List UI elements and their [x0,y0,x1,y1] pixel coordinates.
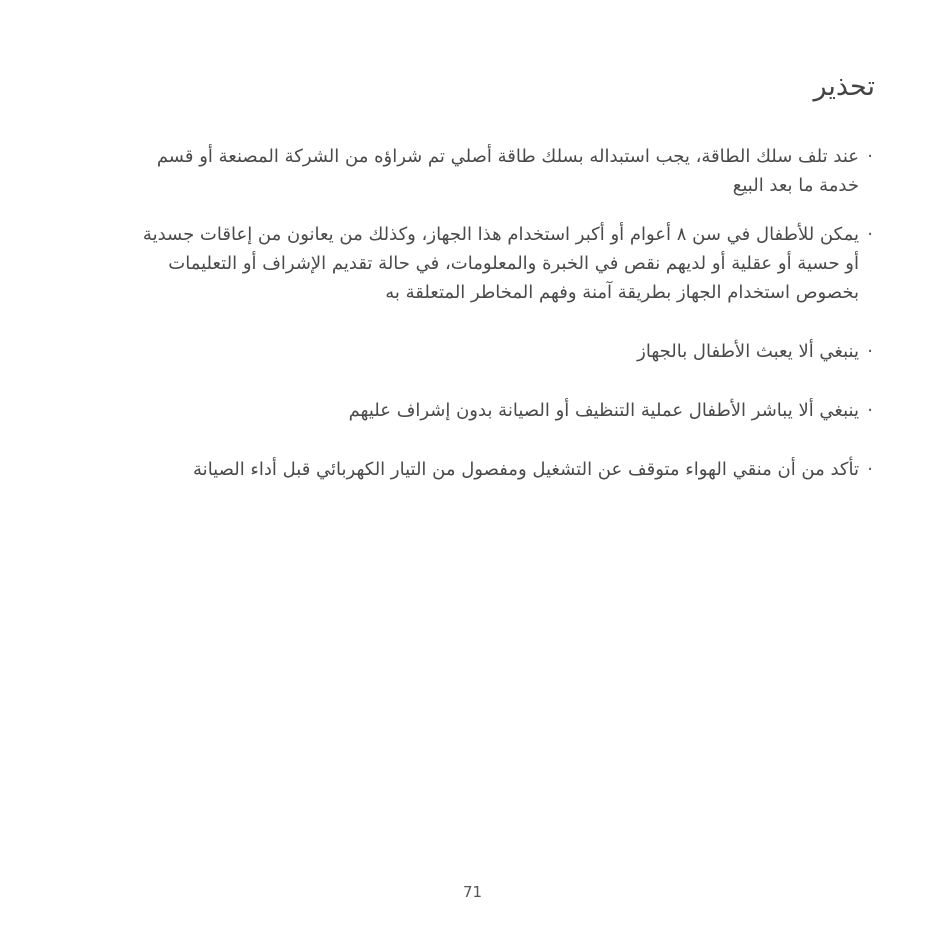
warning-text: تأكد من أن منقي الهواء متوقف عن التشغيل ومفصول من التيار الكهربائي قبل أداء الصيانة [193,459,859,480]
page-number: 71 [462,883,483,901]
warning-item-power-cord [133,142,873,200]
warning-text: يمكن للأطفال في سن ٨ أعوام أو أكبر استخدام هذا الجهاز، وكذلك من يعانون من إعاقات جسدية أو حسية أو عقلية أو لديهم نقص في الخبرة والمعلومات، في حالة تقديم الإشراف أو التعليمات بخصوص استخدام الجهاز بطريقة آمنة وفهم المخاطر المتعلقة به [142,224,859,303]
bullet-icon: · [867,146,873,167]
bullet-icon: · [867,341,873,362]
warning-text: ينبغي ألا يباشر الأطفال عملية التنظيف أو الصيانة بدون إشراف عليهم [348,400,859,421]
bullet-icon: · [867,459,873,480]
warning-item-children-supervision [133,220,873,307]
page-title: تحذير [813,71,875,102]
warning-list [133,142,873,514]
bullet-icon: · [867,400,873,421]
warning-item-unplug-before-maintenance [133,455,873,484]
warning-item-children-play [133,337,873,366]
warning-text: ينبغي ألا يعبث الأطفال بالجهاز [637,341,859,362]
warning-text: عند تلف سلك الطاقة، يجب استبداله بسلك طاقة أصلي تم شراؤه من الشركة المصنعة أو قسم خدمة ما بعد البيع [156,146,859,196]
warning-item-children-cleaning [133,396,873,425]
bullet-icon: · [867,224,873,245]
